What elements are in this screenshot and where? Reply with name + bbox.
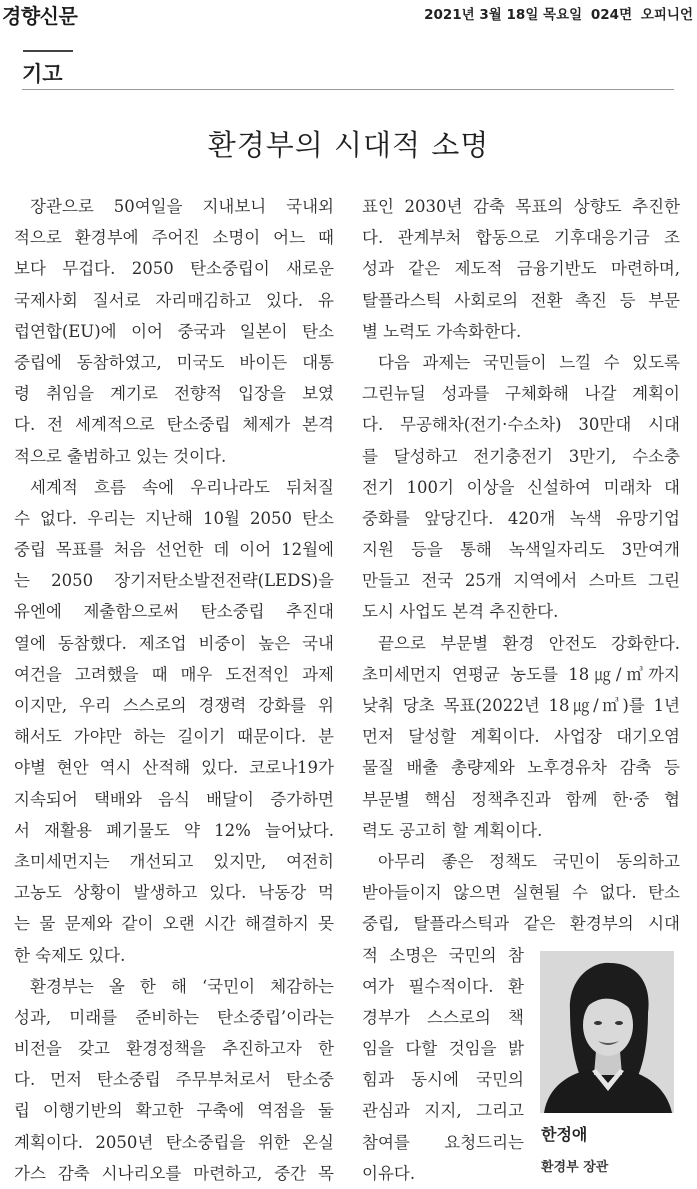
- text-line: 전기 100기 이상을 신설하여 미래차 대: [362, 477, 680, 497]
- text-line: 만들고 전국 25개 지역에서 스마트 그린: [362, 571, 680, 591]
- text-line: 초미세먼지 연평균 농도를 18㎍/㎥까지: [362, 664, 680, 684]
- text-line: 가스 감축 시나리오를 마련하고, 중간 목: [14, 1163, 334, 1183]
- text-line: 비전을 갖고 환경정책을 추진하고자 한: [14, 1039, 334, 1059]
- text-line: 중립, 탈플라스틱과 같은 환경부의 시대: [362, 914, 680, 934]
- text-line: 먼저 달성할 계획이다. 사업장 대기오염: [362, 727, 680, 747]
- issue-date: 2021년 3월 18일 목요일: [424, 7, 583, 23]
- text-line: 적으로 환경부에 주어진 소명이 어느 때: [14, 228, 334, 248]
- text-line: 받아들이지 않으면 실현될 수 없다. 탄소: [362, 883, 680, 903]
- text-line: 중화를 앞당긴다. 420개 녹색 유망기업: [362, 508, 680, 528]
- text-line: 중립 목표를 처음 선언한 데 이어 12월에: [14, 540, 334, 560]
- text-line: 서 재활용 폐기물도 약 12% 늘어났다.: [14, 820, 334, 840]
- text-line: 적 소명은 국민의 참: [362, 945, 524, 965]
- text-line: 적으로 출범하고 있는 것이다.: [14, 446, 227, 466]
- text-line: 유엔에 제출함으로써 탄소중립 추진대: [14, 602, 334, 622]
- text-line: 지속되어 택배와 음식 배달이 증가하면: [14, 789, 334, 809]
- text-line: 성과, 미래를 준비하는 탄소중립’이라는: [14, 1007, 334, 1027]
- text-line: 중립에 동참하였고, 미국도 바이든 대통: [14, 352, 334, 372]
- section-label: 기고: [22, 62, 63, 86]
- text-line: 그린뉴딜 성과를 구체화해 나갈 계획이: [362, 384, 680, 404]
- text-line: 임을 다할 것임을 밝: [362, 1039, 524, 1059]
- text-line: 탈플라스틱 사회로의 전환 촉진 등 부문: [362, 290, 680, 310]
- text-line: 립 이행기반의 확고한 구축에 역점을 둘: [14, 1101, 334, 1121]
- text-line: 보다 무겁다. 2050 탄소중립이 새로운: [14, 259, 334, 279]
- text-line: 환경부는 올 한 해 ‘국민이 체감하는: [30, 976, 334, 996]
- masthead: [0, 0, 697, 32]
- text-line: 끝으로 부문별 환경 안전도 강화한다.: [378, 633, 680, 653]
- author-portrait-image: [540, 951, 674, 1113]
- section-marker-bar: [23, 50, 73, 52]
- article-column-left: [14, 191, 334, 1189]
- text-line: 경부가 스스로의 책: [362, 1007, 524, 1027]
- text-line: 물질 배출 총량제와 노후경유차 감축 등: [362, 758, 680, 778]
- author-photo: [540, 951, 674, 1113]
- text-line: 야별 현안 역시 산적해 있다. 코로나19가: [14, 758, 334, 778]
- text-line: 성과 같은 제도적 금융기반도 마련하며,: [362, 259, 680, 279]
- text-line: 다. 무공해차(전기·수소차) 30만대 시대: [362, 415, 680, 435]
- text-line: 참여를 요청드리는: [362, 1132, 524, 1152]
- text-line: 는 2050 장기저탄소발전전략(LEDS)을: [14, 571, 334, 591]
- text-line: 별 노력도 가속화한다.: [362, 321, 522, 341]
- text-line: 를 달성하고 전기충전기 3만기, 수소충: [362, 446, 680, 466]
- text-line: 다. 전 세계적으로 탄소중립 체제가 본격: [14, 415, 334, 435]
- text-line: 장관으로 50여일을 지내보니 국내외: [30, 197, 334, 216]
- text-line: 다음 과제는 국민들이 느낄 수 있도록: [378, 352, 680, 372]
- text-line: 럽연합(EU)에 이어 중국과 일본이 탄소: [14, 321, 334, 341]
- text-line: 국제사회 질서로 자리매김하고 있다. 유: [14, 290, 334, 310]
- page-number: 024면: [590, 7, 633, 23]
- section-divider: [22, 89, 674, 90]
- text-line: 이지만, 우리 스스로의 경쟁력 강화를 위: [14, 696, 334, 715]
- text-line: 여건을 고려했을 때 매우 도전적인 과제: [14, 664, 334, 684]
- text-line: 수 없다. 우리는 지난해 10월 2050 탄소: [14, 508, 334, 528]
- text-line: 표인 2030년 감축 목표의 상향도 추진한: [362, 197, 680, 216]
- text-line: 부문별 핵심 정책추진과 함께 한·중 협: [362, 789, 680, 809]
- text-line: 한 숙제도 있다.: [14, 945, 126, 965]
- text-line: 다. 관계부처 합동으로 기후대응기금 조: [362, 228, 680, 248]
- text-line: 령 취임을 계기로 전향적 입장을 보였: [14, 384, 334, 404]
- text-line: 세계적 흐름 속에 우리나라도 뒤처질: [30, 477, 334, 497]
- section-name: 오피니언: [640, 7, 693, 23]
- text-line: 력도 공고히 할 계획이다.: [362, 820, 543, 840]
- newspaper-logo: 경향신문: [2, 4, 78, 28]
- headline: 환경부의 시대적 소명: [207, 128, 490, 163]
- text-line: 지원 등을 통해 녹색일자리도 3만여개: [362, 540, 680, 560]
- text-line: 해서도 가야만 하는 길이기 때문이다. 분: [14, 727, 334, 747]
- text-line: 계획이다. 2050년 탄소중립을 위한 온실: [14, 1132, 334, 1152]
- text-line: 도시 사업도 본격 추진한다.: [362, 602, 559, 622]
- text-line: 아무리 좋은 정책도 국민이 동의하고: [378, 851, 680, 871]
- text-line: 다. 먼저 탄소중립 주무부처로서 탄소중: [14, 1070, 334, 1090]
- text-line: 고농도 상황이 발생하고 있다. 낙동강 먹: [14, 883, 334, 903]
- text-line: 초미세먼지는 개선되고 있지만, 여전히: [14, 851, 334, 871]
- text-line: 힘과 동시에 국민의: [362, 1070, 524, 1090]
- author-name: 한정애: [541, 1125, 588, 1144]
- text-line: 낮춰 당초 목표(2022년 18㎍/㎥)를 1년: [362, 696, 680, 715]
- text-line: 여가 필수적이다. 환: [362, 976, 524, 996]
- dateline: [424, 3, 693, 23]
- text-line: 이유다.: [362, 1163, 416, 1183]
- author-title: 환경부 장관: [541, 1160, 609, 1175]
- text-line: 는 물 문제와 같이 오랜 시간 해결하지 못: [14, 914, 334, 934]
- text-line: 관심과 지지, 그리고: [362, 1101, 524, 1121]
- text-line: 열에 동참했다. 제조업 비중이 높은 국내: [14, 633, 334, 653]
